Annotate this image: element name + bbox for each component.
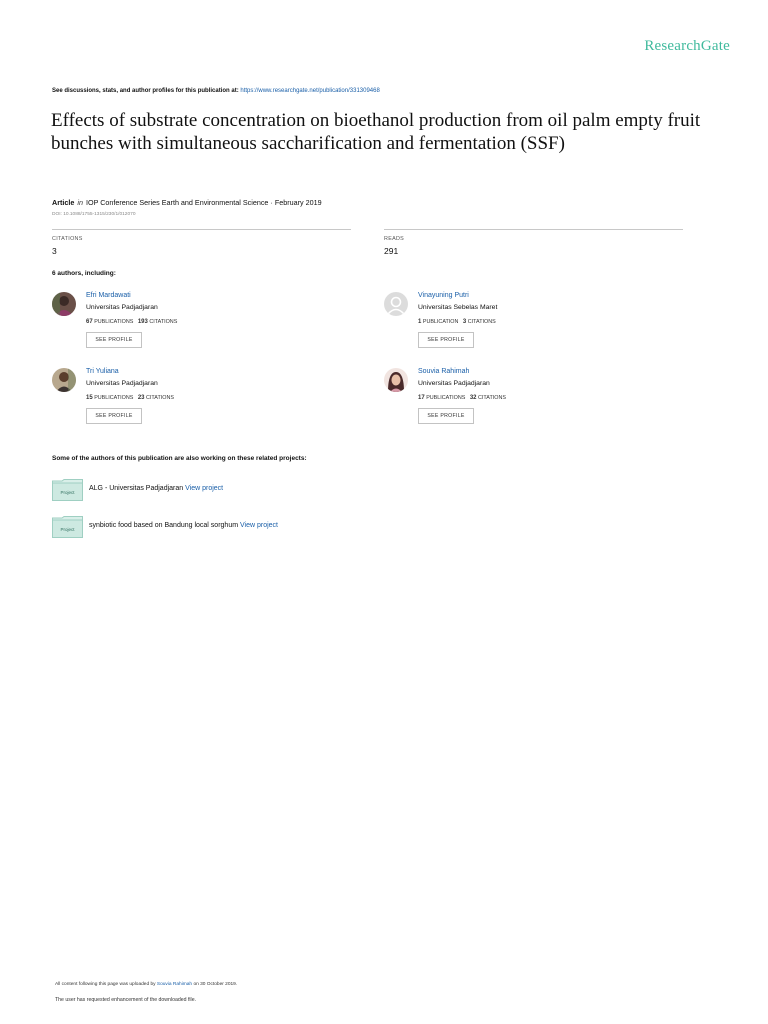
related-projects-heading: Some of the authors of this publication are also working on these related projects: <box>52 455 307 462</box>
project-icon-label: Project <box>60 527 75 532</box>
discussion-prefix: See discussions, stats, and author profiles for this publication at: <box>52 88 239 94</box>
author-institution: Universitas Padjadjaran <box>86 380 158 387</box>
author-card <box>384 368 624 438</box>
author-citations-label: CITATIONS <box>146 395 174 401</box>
author-citations-label: CITATIONS <box>149 319 178 325</box>
project-item <box>52 516 452 540</box>
publication-url-link[interactable]: https://www.researchgate.net/publication/331309468 <box>240 88 380 94</box>
author-publications-label: PUBLICATION <box>422 319 459 325</box>
author-publications-label: PUBLICATIONS <box>426 395 466 401</box>
request-note: The user has requested enhancement of the downloaded file. <box>55 997 197 1003</box>
upload-suffix: on 30 October 2019. <box>193 982 238 987</box>
see-profile-button[interactable]: SEE PROFILE <box>86 408 142 424</box>
project-text <box>89 522 278 529</box>
author-stats <box>86 395 174 401</box>
project-name: ALG - Universitas Padjadjaran <box>89 485 184 492</box>
author-name-link[interactable]: Vinayuning Putri <box>418 292 469 299</box>
discussion-line <box>52 88 380 94</box>
view-project-link[interactable]: View project <box>240 522 279 529</box>
author-avatar-placeholder-icon[interactable] <box>384 292 408 316</box>
author-publications-count: 67 <box>86 319 93 325</box>
author-name-link[interactable]: Tri Yuliana <box>86 368 119 375</box>
author-institution: Universitas Padjadjaran <box>86 304 158 311</box>
reads-value: 291 <box>384 246 399 256</box>
author-name-link[interactable]: Souvia Rahimah <box>418 368 470 375</box>
author-citations-count: 193 <box>137 319 148 325</box>
upload-prefix: All content following this page was uploaded by <box>55 982 156 987</box>
reads-label: READS <box>384 236 405 242</box>
publication-meta <box>52 198 322 207</box>
view-project-link[interactable]: View project <box>185 485 224 492</box>
project-name: synbiotic food based on Bandung local sorghum <box>89 522 239 529</box>
author-citations-label: CITATIONS <box>478 395 506 401</box>
author-avatar[interactable] <box>52 292 76 316</box>
author-citations-count: 32 <box>469 395 477 401</box>
see-profile-button[interactable]: SEE PROFILE <box>86 332 142 348</box>
publication-venue: IOP Conference Series Earth and Environmental Science · February 2019 <box>85 198 322 207</box>
project-folder-icon <box>52 516 83 538</box>
author-avatar[interactable] <box>384 368 408 392</box>
project-item <box>52 479 452 503</box>
author-stats <box>418 395 506 401</box>
reads-divider <box>384 229 683 230</box>
author-publications-count: 15 <box>86 395 93 401</box>
citations-label: CITATIONS <box>52 236 83 242</box>
author-avatar[interactable] <box>52 368 76 392</box>
author-institution: Universitas Sebelas Maret <box>418 304 498 311</box>
author-publications-label: PUBLICATIONS <box>94 395 134 401</box>
see-profile-button[interactable]: SEE PROFILE <box>418 332 474 348</box>
author-publications-count: 1 <box>418 319 422 325</box>
author-institution: Universitas Padjadjaran <box>418 380 490 387</box>
upload-note <box>55 982 237 987</box>
author-card <box>52 368 292 438</box>
citations-value: 3 <box>52 246 57 256</box>
publication-type: Article <box>52 198 75 207</box>
project-text <box>89 485 223 492</box>
author-card <box>52 292 292 362</box>
citations-divider <box>52 229 351 230</box>
publication-title: Effects of substrate concentration on bioethanol production from oil palm empty fruit bunches with simultaneous saccharification and fermentation (SSF) <box>51 110 701 154</box>
author-stats <box>86 319 177 325</box>
author-stats <box>418 319 496 325</box>
authors-heading: 6 authors, including: <box>52 270 116 277</box>
author-card <box>384 292 624 362</box>
author-citations-label: CITATIONS <box>467 319 496 325</box>
researchgate-logo[interactable]: ResearchGate <box>644 38 730 54</box>
publication-doi: DOI: 10.1088/1755-1315/230/1/012070 <box>52 212 136 217</box>
author-citations-count: 3 <box>462 319 467 325</box>
project-icon-label: Project <box>60 490 75 495</box>
author-name-link[interactable]: Efri Mardawati <box>86 292 131 299</box>
uploader-link[interactable]: Souvia Rahimah <box>156 982 193 987</box>
in-word: in <box>77 198 83 207</box>
author-publications-label: PUBLICATIONS <box>94 319 134 325</box>
author-citations-count: 23 <box>137 395 145 401</box>
see-profile-button[interactable]: SEE PROFILE <box>418 408 474 424</box>
project-folder-icon <box>52 479 83 501</box>
author-publications-count: 17 <box>418 395 425 401</box>
